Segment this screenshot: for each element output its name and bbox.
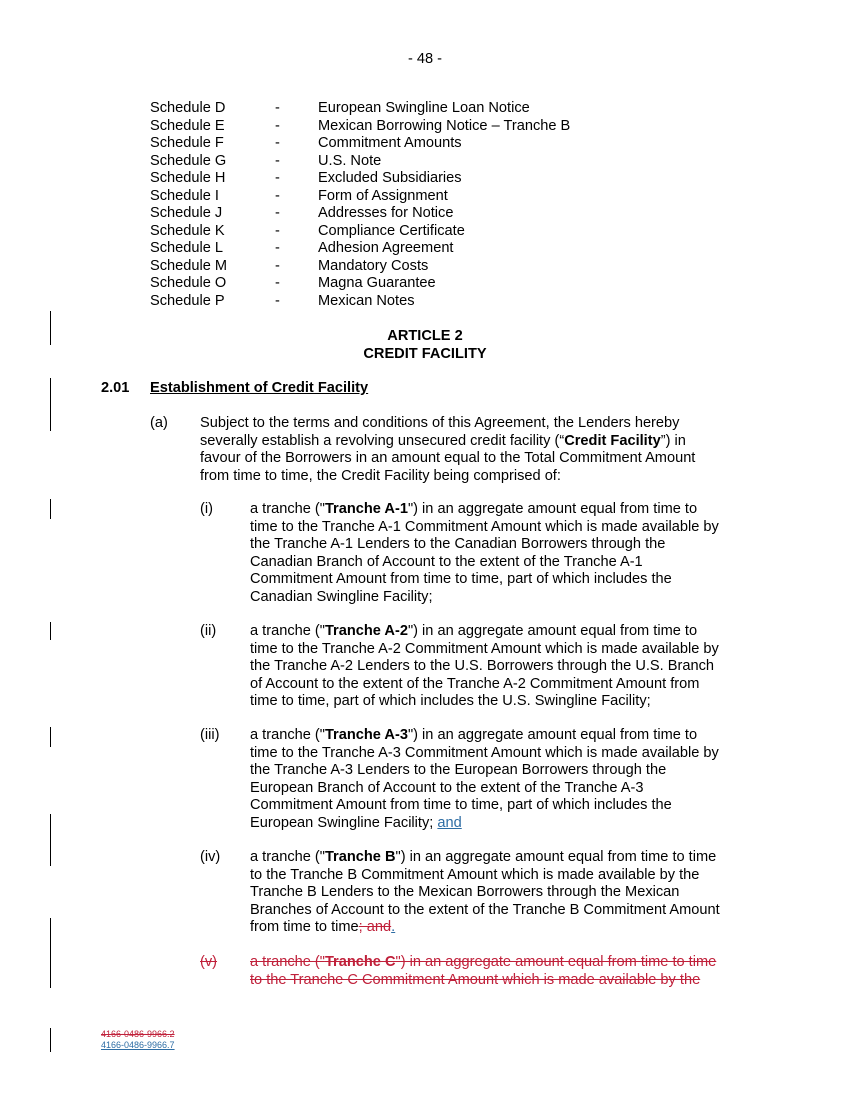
schedule-title: Excluded Subsidiaries — [318, 170, 462, 186]
text-run: ") in an aggregate amount equal from time to — [407, 727, 698, 743]
item-i-label: (i) — [200, 501, 213, 517]
para-a-label: (a) — [150, 415, 168, 431]
schedule-title: Mexican Borrowing Notice – Tranche B — [318, 117, 571, 134]
text-line — [250, 849, 720, 867]
text-run: European Swingline Facility; — [250, 814, 434, 831]
text-line: the Tranche A-3 Lenders to the European Borrowers through the — [250, 762, 667, 778]
section-number: 2.01 — [101, 380, 130, 396]
deleted-text: ; and — [358, 919, 392, 935]
text-line: Branches of Account to the extent of the Tranche B Commitment Amount — [250, 901, 720, 918]
inserted-text: and — [437, 814, 462, 831]
text-run: a tranche (" — [250, 623, 325, 639]
defined-term: Tranche A-1 — [324, 501, 408, 517]
text-line: Commitment Amount from time to time, part of which includes the — [250, 571, 672, 587]
item-iii-text — [250, 727, 719, 832]
schedule-dash: - — [275, 170, 280, 186]
page-number: - 48 - — [407, 51, 443, 67]
schedule-title: Magna Guarantee — [318, 275, 436, 291]
text-line: Canadian Swingline Facility; — [250, 588, 433, 605]
schedule-dash: - — [275, 100, 280, 116]
text-line: European Branch of Account to the extent of the Tranche A-3 — [250, 779, 644, 796]
schedule-dash: - — [275, 187, 280, 204]
para-a-text — [200, 415, 695, 485]
schedule-id: Schedule G — [150, 152, 227, 169]
schedule-dash: - — [275, 292, 280, 309]
item-v-label-deleted: (v) — [200, 954, 218, 970]
schedule-id: Schedule O — [150, 275, 227, 291]
text-run: a tranche (" — [250, 954, 325, 970]
change-bar — [50, 814, 51, 866]
schedule-dash: - — [275, 117, 280, 134]
defined-term: Credit Facility — [564, 432, 661, 449]
text-line — [250, 501, 719, 519]
schedule-title: U.S. Note — [318, 152, 382, 169]
defined-term: Tranche B — [324, 849, 396, 865]
schedule-title: Mandatory Costs — [318, 257, 429, 274]
schedule-id: Schedule K — [150, 222, 225, 239]
schedule-id: Schedule D — [150, 100, 226, 116]
text-line: from time to time, the Credit Facility being comprised of: — [200, 467, 561, 484]
text-line — [250, 623, 719, 641]
item-ii-text — [250, 623, 719, 711]
schedule-title: Mexican Notes — [318, 292, 415, 309]
item-ii-label: (ii) — [200, 623, 217, 639]
text-line: the Tranche A-2 Lenders to the U.S. Borrowers through the U.S. Branch — [250, 658, 715, 674]
schedule-dash: - — [275, 152, 280, 169]
text-line: time to the Tranche A-1 Commitment Amount which is made available by — [250, 518, 719, 535]
text-line: the Tranche A-1 Lenders to the Canadian Borrowers through the — [250, 536, 666, 552]
schedule-title: Addresses for Notice — [318, 205, 454, 221]
text-line: time to the Tranche A-3 Commitment Amount which is made available by — [250, 744, 719, 761]
schedule-dash: - — [275, 240, 280, 256]
item-iii-label: (iii) — [200, 727, 220, 743]
text-run: ") in an aggregate amount equal from time to — [407, 623, 698, 639]
defined-term: Tranche A-3 — [324, 727, 408, 743]
text-line: of Account to the extent of the Tranche A-2 Commitment Amount from — [250, 675, 700, 692]
item-iv-text — [250, 849, 720, 937]
inserted-text: . — [391, 919, 396, 935]
text-line — [250, 815, 719, 833]
schedule-id: Schedule E — [150, 117, 225, 134]
item-v-text-deleted — [250, 954, 716, 989]
text-line: Subject to the terms and conditions of this Agreement, the Lenders hereby — [200, 415, 680, 431]
text-run: a tranche (" — [250, 849, 325, 865]
text-line — [250, 954, 716, 972]
schedule-title: Form of Assignment — [318, 187, 448, 204]
text-run: ") in an aggregate amount equal from time to time — [395, 849, 717, 865]
section-title: Establishment of Credit Facility — [150, 380, 369, 396]
footer-ref-deleted: 4166-0486-9966.2 — [101, 1029, 175, 1039]
text-run: from time to time — [250, 919, 359, 935]
schedule-dash: - — [275, 257, 280, 274]
schedule-id: Schedule L — [150, 240, 224, 256]
text-run: a tranche (" — [250, 501, 325, 517]
text-line: time to the Tranche A-2 Commitment Amount which is made available by — [250, 640, 719, 657]
footer-ref-inserted: 4166-0486-9966.7 — [101, 1040, 175, 1050]
text-line: to the Tranche C Commitment Amount which is made available by the — [250, 971, 701, 988]
schedule-id: Schedule M — [150, 257, 228, 274]
change-bar — [50, 1028, 51, 1052]
schedule-title: European Swingline Loan Notice — [318, 100, 530, 116]
change-bar — [50, 727, 51, 747]
change-bar — [50, 499, 51, 519]
article-title: CREDIT FACILITY — [363, 345, 487, 362]
text-line: Canadian Branch of Account to the extent of the Tranche A-1 — [250, 553, 643, 570]
text-line: Commitment Amount from time to time, part of which includes the — [250, 797, 672, 813]
schedule-dash: - — [275, 135, 280, 151]
schedule-id: Schedule F — [150, 135, 224, 151]
text-line — [250, 919, 720, 937]
text-line — [250, 727, 719, 745]
schedule-title: Compliance Certificate — [318, 222, 465, 239]
item-iv-label: (iv) — [200, 849, 221, 865]
schedule-dash: - — [275, 275, 280, 291]
schedule-title: Commitment Amounts — [318, 135, 462, 151]
defined-term: Tranche A-2 — [324, 623, 408, 639]
text-line: time to time, part of which includes the U.S. Swingline Facility; — [250, 693, 651, 709]
article-number: ARTICLE 2 — [387, 328, 463, 344]
change-bar — [50, 378, 51, 431]
text-line: favour of the Borrowers in an amount equal to the Total Commitment Amount — [200, 450, 696, 466]
defined-term: Tranche C — [324, 954, 396, 970]
text-run: severally establish a revolving unsecured credit facility (“ — [200, 432, 565, 449]
change-bar — [50, 622, 51, 640]
text-line — [200, 433, 695, 451]
schedule-id: Schedule H — [150, 170, 226, 186]
text-run: ") in an aggregate amount equal from time to — [407, 501, 698, 517]
schedule-id: Schedule I — [150, 187, 219, 204]
schedule-id: Schedule P — [150, 292, 225, 309]
schedule-dash: - — [275, 205, 280, 221]
change-bar — [50, 918, 51, 988]
schedule-dash: - — [275, 222, 280, 239]
text-run: ”) in — [660, 432, 686, 449]
item-i-text — [250, 501, 719, 606]
text-run: a tranche (" — [250, 727, 325, 743]
text-line: Tranche B Lenders to the Mexican Borrowers through the Mexican — [250, 884, 680, 900]
schedule-id: Schedule J — [150, 205, 223, 221]
text-line: to the Tranche B Commitment Amount which is made available by the — [250, 866, 700, 883]
schedule-title: Adhesion Agreement — [318, 240, 454, 256]
text-run: ") in an aggregate amount equal from time to time — [395, 954, 717, 970]
